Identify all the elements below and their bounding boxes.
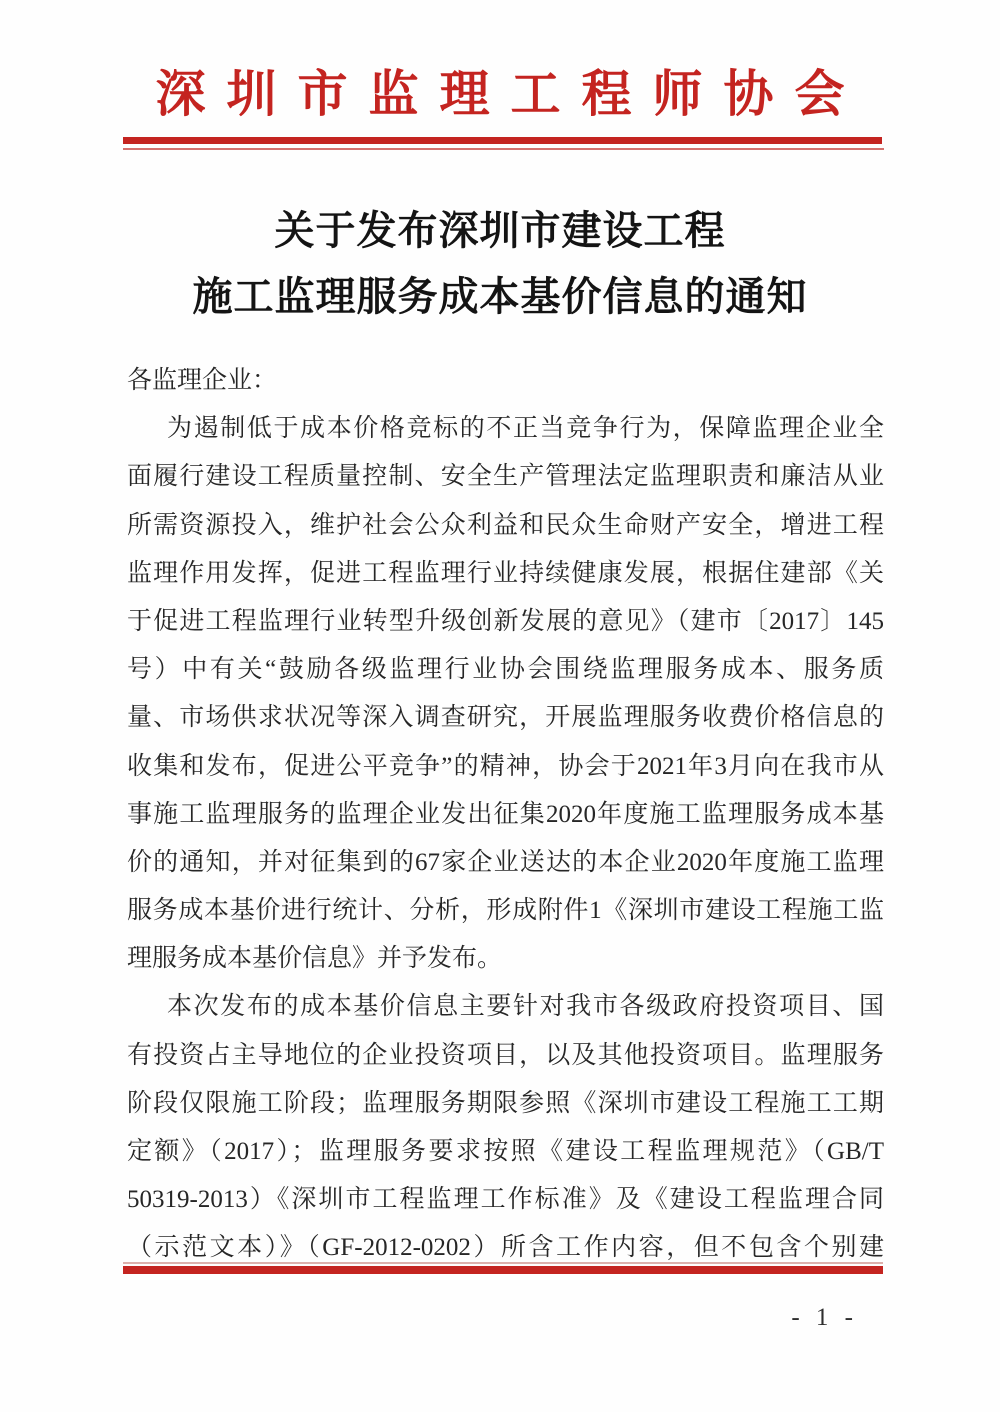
letterhead-rule-thick <box>123 137 882 144</box>
body-line: 量、市场供求状况等深入调查研究，开展监理服务收费价格信息的 <box>127 704 884 732</box>
body-line: 服务成本基价进行统计、分析，形成附件1《深圳市建设工程施工监 <box>127 897 884 925</box>
body-line: 事施工监理服务的监理企业发出征集2020年度施工监理服务成本基 <box>127 800 884 828</box>
document-title <box>0 198 1000 330</box>
body-line: 有投资占主导地位的企业投资项目，以及其他投资项目。监理服务 <box>127 1041 884 1069</box>
letterhead-org-name: 深圳市监理工程师协会 <box>155 66 866 122</box>
document-title-line-1: 关于发布深圳市建设工程 <box>274 208 726 253</box>
footer-rule-thick <box>123 1266 883 1274</box>
body-line: 所需资源投入，维护社会公众利益和民众生命财产安全，增进工程 <box>127 511 884 539</box>
body-paragraphs <box>127 405 884 1272</box>
body-line: 定额》（2017）；监理服务要求按照《建设工程监理规范》（GB/T <box>127 1138 884 1165</box>
body-line: 本次发布的成本基价信息主要针对我市各级政府投资项目、国 <box>167 993 884 1021</box>
body-line: 监理作用发挥，促进工程监理行业持续健康发展，根据住建部《关 <box>127 559 884 587</box>
footer-rule-thin <box>123 1262 883 1264</box>
body-line: 于促进工程监理行业转型升级创新发展的意见》（建市〔2017〕145 <box>127 607 884 635</box>
document-body <box>127 357 884 1273</box>
body-line: 收集和发布，促进公平竞争”的精神，协会于2021年3月向在我市从 <box>127 752 884 780</box>
body-line: （示范文本）》（GF-2012-0202）所含工作内容，但不包含个别建 <box>127 1234 884 1262</box>
salutation: 各监理企业： <box>127 367 278 394</box>
body-line: 理服务成本基价信息》并予发布。 <box>127 945 503 973</box>
document-title-line-2: 施工监理服务成本基价信息的通知 <box>192 274 808 319</box>
body-line: 阶段仅限施工阶段；监理服务期限参照《深圳市建设工程施工工期 <box>127 1089 884 1117</box>
body-line: 面履行建设工程质量控制、安全生产管理法定监理职责和廉洁从业 <box>127 463 884 491</box>
body-line: 50319-2013）《深圳市工程监理工作标准》及《建设工程监理合同 <box>127 1186 884 1214</box>
page-number: - 1 - <box>791 1304 858 1331</box>
body-line: 号）中有关“鼓励各级监理行业协会围绕监理服务成本、服务质 <box>127 656 884 684</box>
body-line: 为遏制低于成本价格竞标的不正当竞争行为，保障监理企业全 <box>167 415 884 443</box>
letterhead-rule-thin <box>123 148 884 150</box>
body-line: 价的通知，并对征集到的67家企业送达的本企业2020年度施工监理 <box>127 848 884 876</box>
